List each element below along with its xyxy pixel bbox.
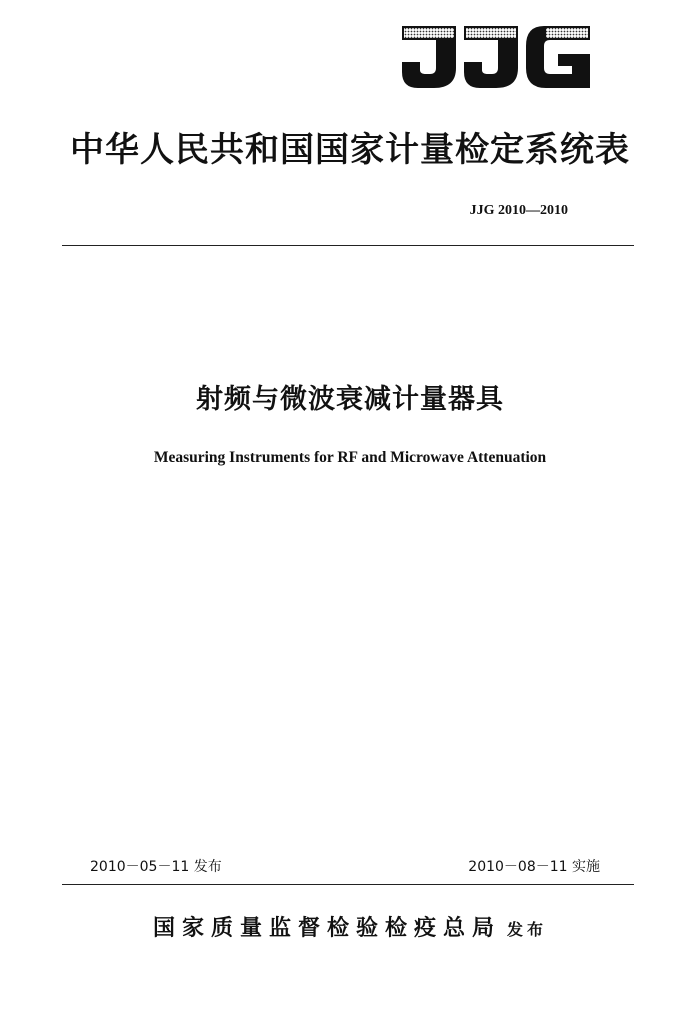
effective-date: 2010－08－11 实施 [468, 859, 600, 875]
publisher-action: 发布 [507, 920, 548, 939]
header-divider [62, 245, 634, 246]
standard-title-en: Measuring Instruments for RF and Microwave Attenuation [153, 449, 547, 466]
footer-divider [62, 884, 634, 885]
issue-date: 2010－05－11 发布 [90, 859, 222, 875]
publisher-name: 国家质量监督检验检疫总局 [152, 915, 501, 941]
standard-title-zh: 射频与微波衰减计量器具 [196, 384, 504, 415]
jjg-logo-icon [398, 24, 592, 90]
standard-code: JJG 2010—2010 [469, 203, 568, 218]
publisher-line [0, 912, 700, 946]
series-title: 中华人民共和国国家计量检定系统表 [70, 130, 630, 170]
